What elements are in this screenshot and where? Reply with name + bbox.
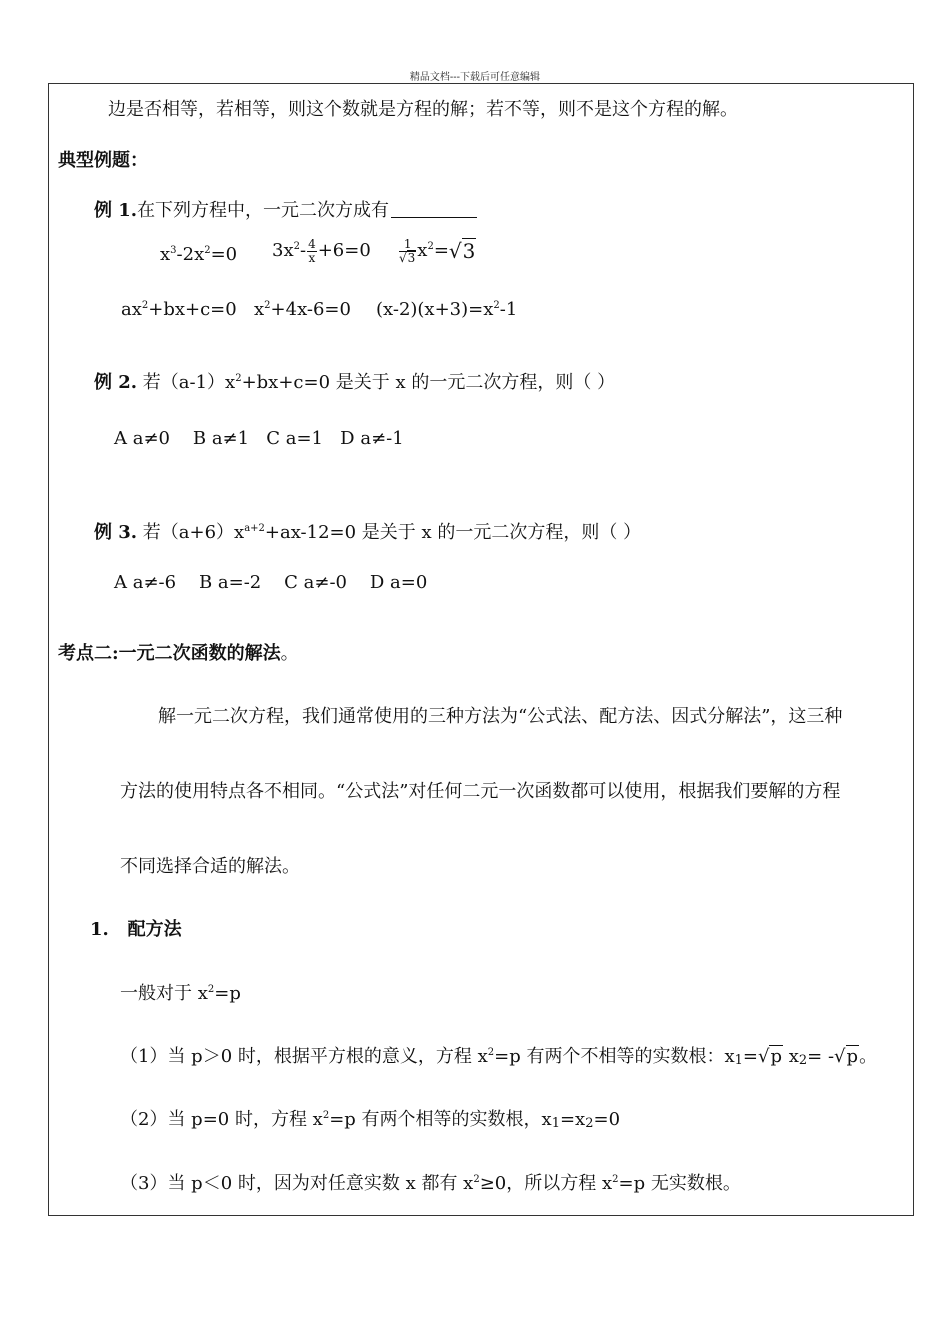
equation-f: $(x-2)(x+3)=x^2-1$: [376, 299, 518, 320]
equation-c: $\frac{1}{√3}$ $x^2=√3$: [399, 237, 476, 265]
page-header: 精品文档---下载后可任意编辑: [409, 72, 541, 83]
equation-b: $3x^2-$ $\frac{4}{x}$ +6=0: [272, 237, 371, 265]
example-2-options: A a≠0 B a≠1 C a=1 D a≠-1: [114, 428, 404, 449]
case-2: （2）当 p=0 时，方程 $x^2=p$ 有两个相等的实数根，$x_1=x_2=0$: [120, 1109, 621, 1131]
method-1-general-form: 一般对于 $x^2=p$: [120, 983, 241, 1004]
equation-d: $ax^2+bx+c=0$: [121, 299, 237, 320]
example-1-question: [94, 201, 477, 220]
example-2-label: 例 2.: [94, 372, 138, 393]
section-2-title: 考点二:一元二次函数的解法。: [58, 643, 299, 664]
example-1-text: 在下列方程中，一元二次方成有: [137, 200, 390, 221]
section-typical-examples: 典型例题：: [58, 150, 148, 171]
section-2-paragraph-line-1: 解一元二次方程，我们通常使用的三种方法为“公式法、配方法、因式分解法”，这三种: [158, 706, 843, 727]
equation-a: $x^3-2x^2=0$: [160, 244, 238, 265]
fraction: $\frac{1}{√3}$: [399, 237, 416, 265]
answer-blank: [391, 201, 477, 218]
example-1-label: 例 1.: [94, 200, 138, 221]
intro-line: 边是否相等，若相等，则这个数就是方程的解；若不等，则不是这个方程的解。: [108, 99, 738, 120]
example-3-options: A a≠-6 B a=-2 C a≠-0 D a=0: [114, 572, 428, 593]
example-3-question: 例 3. 若$(a+6)x^{a+2}+ax-12=0$ 是关于 x 的一元二次方程，则（ ）: [94, 522, 642, 543]
section-2-paragraph-line-3: 不同选择合适的解法。: [120, 856, 300, 877]
example-2-question: 例 2. 若$(a-1)x^2+bx+c=0$ 是关于 x 的一元二次方程，则（ ）: [94, 372, 616, 393]
example-3-label: 例 3.: [94, 522, 138, 543]
section-2-paragraph-line-2: 方法的使用特点各不相同。“公式法”对任何二元一次函数都可以使用，根据我们要解的方程: [120, 781, 841, 802]
method-1-title: 1. 配方法: [90, 919, 182, 940]
case-1: （1）当 p＞0 时，根据平方根的意义，方程 $x^2=p$ 有两个不相等的实数根：$x_1=√p$ $x_2= -√p$。: [120, 1046, 878, 1068]
case-3: （3）当 p＜0 时，因为对任意实数 x 都有 $x^2\ge 0$，所以方程 $x^2=p$ 无实数根。: [120, 1173, 741, 1194]
equation-e: $x^2+4x-6=0$: [254, 299, 351, 320]
fraction: $\frac{4}{x}$: [308, 237, 316, 265]
